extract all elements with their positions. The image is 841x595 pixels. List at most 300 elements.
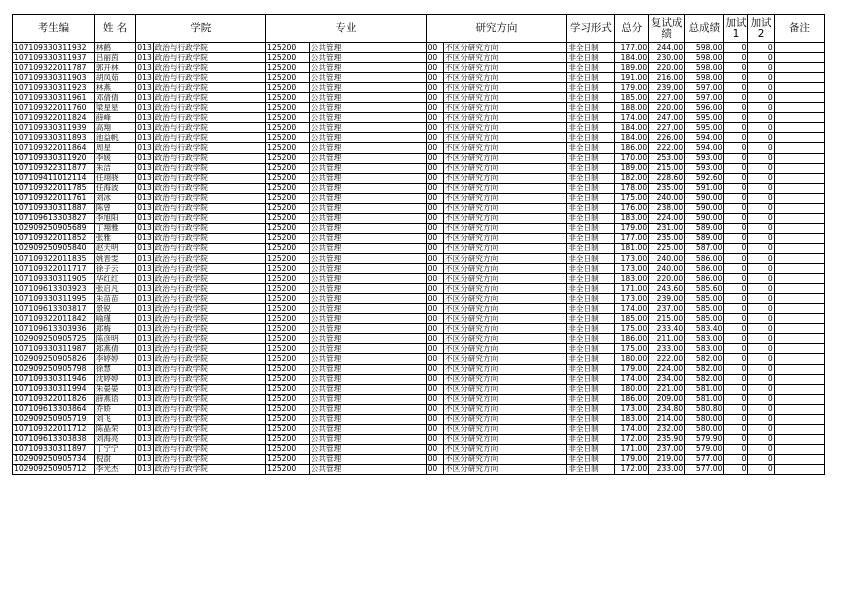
- header-college: 学院: [136, 15, 266, 43]
- cell-name: 薛峰: [94, 113, 135, 123]
- cell-research-name: 不区分研究方向: [444, 213, 567, 223]
- cell-research-code: 00: [426, 434, 443, 444]
- cell-research-name: 不区分研究方向: [444, 243, 567, 253]
- cell-total-score: 189.00: [615, 163, 649, 173]
- cell-bonus1: 0: [724, 193, 748, 203]
- cell-retest-score: 219.00: [649, 454, 685, 464]
- cell-exam-no: 107109330311887: [13, 203, 95, 213]
- cell-name: 任翊骁: [94, 173, 135, 183]
- cell-total-score: 176.00: [615, 203, 649, 213]
- cell-final-score: 593.00: [685, 153, 724, 163]
- cell-research-code: 00: [426, 444, 443, 454]
- cell-research-code: 00: [426, 163, 443, 173]
- cell-major-name: 公共管理: [309, 253, 426, 263]
- cell-college-code: 013: [137, 464, 152, 474]
- cell-final-score: 589.00: [685, 233, 724, 243]
- cell-major-code: 125200: [266, 123, 310, 133]
- cell-remarks: [774, 294, 824, 304]
- cell-college-code: 013: [137, 374, 152, 384]
- cell-bonus1: 0: [724, 113, 748, 123]
- cell-research-code: 00: [426, 193, 443, 203]
- cell-exam-no: 107109330311994: [13, 384, 95, 394]
- cell-major-code: 125200: [266, 93, 310, 103]
- cell-bonus2: 0: [748, 243, 774, 253]
- cell-bonus1: 0: [724, 123, 748, 133]
- table-row: [13, 153, 825, 163]
- cell-major-name: 公共管理: [309, 444, 426, 454]
- cell-research-code: 00: [426, 344, 443, 354]
- cell-name: 郑燕倩: [94, 344, 135, 354]
- cell-name: 赵天明: [94, 243, 135, 253]
- header-row: [13, 15, 825, 43]
- cell-college-code: 013: [137, 82, 152, 92]
- cell-bonus2: 0: [748, 384, 774, 394]
- cell-retest-score: 209.00: [649, 394, 685, 404]
- cell-major-code: 125200: [266, 364, 310, 374]
- table-row: [13, 424, 825, 434]
- cell-final-score: 580.00: [685, 414, 724, 424]
- cell-college-name: 政治与行政学院: [153, 344, 265, 354]
- table-row: [13, 63, 825, 73]
- cell-retest-score: 239.00: [649, 294, 685, 304]
- table-row: [13, 233, 825, 243]
- cell-bonus1: 0: [724, 63, 748, 73]
- cell-remarks: [774, 223, 824, 233]
- cell-final-score: 597.00: [685, 83, 724, 93]
- table-row: [13, 243, 825, 253]
- cell-remarks: [774, 213, 824, 223]
- cell-bonus1: 0: [724, 253, 748, 263]
- cell-final-score: 598.00: [685, 73, 724, 83]
- cell-research-name: 不区分研究方向: [444, 203, 567, 213]
- cell-remarks: [774, 173, 824, 183]
- cell-major-name: 公共管理: [309, 394, 426, 404]
- cell-bonus2: 0: [748, 404, 774, 414]
- cell-college-code: 013: [137, 102, 152, 112]
- cell-retest-score: 220.00: [649, 63, 685, 73]
- header-total-score: 总分: [615, 15, 649, 43]
- cell-total-score: 175.00: [615, 193, 649, 203]
- cell-name: 朱苗苗: [94, 294, 135, 304]
- cell-bonus1: 0: [724, 73, 748, 83]
- cell-research-name: 不区分研究方向: [444, 113, 567, 123]
- cell-final-score: 585.00: [685, 304, 724, 314]
- cell-college-name: 政治与行政学院: [153, 203, 265, 213]
- cell-research-name: 不区分研究方向: [444, 143, 567, 153]
- cell-bonus1: 0: [724, 434, 748, 444]
- cell-study-form: 非全日制: [567, 294, 615, 304]
- cell-major-code: 125200: [266, 304, 310, 314]
- cell-college-code: 013: [137, 283, 152, 293]
- cell-retest-score: 253.00: [649, 153, 685, 163]
- cell-name: 郭开林: [94, 63, 135, 73]
- cell-research-name: 不区分研究方向: [444, 414, 567, 424]
- cell-remarks: [774, 344, 824, 354]
- cell-final-score: 580.00: [685, 424, 724, 434]
- cell-study-form: 非全日制: [567, 63, 615, 73]
- table-row: [13, 223, 825, 233]
- cell-college-code: 013: [137, 223, 152, 233]
- cell-bonus2: 0: [748, 203, 774, 213]
- cell-retest-score: 233.40: [649, 324, 685, 334]
- header-research: 研究方向: [426, 15, 567, 43]
- cell-study-form: 非全日制: [567, 233, 615, 243]
- cell-name: 张雅: [94, 233, 135, 243]
- cell-college-code: 013: [137, 434, 152, 444]
- cell-final-score: 589.00: [685, 223, 724, 233]
- table-row: [13, 464, 825, 474]
- cell-remarks: [774, 464, 824, 474]
- cell-total-score: 172.00: [615, 464, 649, 474]
- cell-college-name: 政治与行政学院: [153, 123, 265, 133]
- cell-name: 任海波: [94, 183, 135, 193]
- cell-remarks: [774, 264, 824, 274]
- cell-study-form: 非全日制: [567, 394, 615, 404]
- cell-study-form: 非全日制: [567, 444, 615, 454]
- cell-total-score: 184.00: [615, 53, 649, 63]
- cell-study-form: 非全日制: [567, 404, 615, 414]
- cell-study-form: 非全日制: [567, 103, 615, 113]
- cell-research-code: 00: [426, 203, 443, 213]
- cell-bonus1: 0: [724, 93, 748, 103]
- cell-final-score: 582.00: [685, 354, 724, 364]
- cell-name: 邓倩倩: [94, 93, 135, 103]
- cell-final-score: 582.00: [685, 374, 724, 384]
- table-row: [13, 213, 825, 223]
- cell-bonus1: 0: [724, 344, 748, 354]
- cell-research-name: 不区分研究方向: [444, 73, 567, 83]
- cell-research-name: 不区分研究方向: [444, 83, 567, 93]
- cell-remarks: [774, 364, 824, 374]
- cell-exam-no: 107109613303838: [13, 434, 95, 444]
- cell-remarks: [774, 404, 824, 414]
- cell-remarks: [774, 133, 824, 143]
- table-row: [13, 404, 825, 414]
- cell-name: 胡凤茹: [94, 73, 135, 83]
- cell-bonus1: 0: [724, 384, 748, 394]
- cell-study-form: 非全日制: [567, 173, 615, 183]
- cell-major-name: 公共管理: [309, 203, 426, 213]
- cell-total-score: 185.00: [615, 314, 649, 324]
- cell-study-form: 非全日制: [567, 274, 615, 284]
- cell-college-code: 013: [137, 364, 152, 374]
- cell-bonus1: 0: [724, 53, 748, 63]
- cell-bonus2: 0: [748, 424, 774, 434]
- cell-major-name: 公共管理: [309, 284, 426, 294]
- cell-major-code: 125200: [266, 213, 310, 223]
- table-row: [13, 354, 825, 364]
- cell-college-code: 013: [137, 52, 152, 62]
- cell-bonus1: 0: [724, 173, 748, 183]
- cell-total-score: 189.00: [615, 63, 649, 73]
- cell-retest-score: 227.00: [649, 123, 685, 133]
- cell-name: 林燕: [94, 83, 135, 93]
- table-row: [13, 133, 825, 143]
- cell-college-name: 政治与行政学院: [153, 153, 265, 163]
- cell-major-name: 公共管理: [309, 173, 426, 183]
- cell-bonus2: 0: [748, 374, 774, 384]
- cell-major-code: 125200: [266, 294, 310, 304]
- cell-remarks: [774, 103, 824, 113]
- cell-final-score: 577.00: [685, 464, 724, 474]
- cell-final-score: 594.00: [685, 143, 724, 153]
- cell-college-code: 013: [137, 313, 152, 323]
- cell-research-code: 00: [426, 133, 443, 143]
- cell-major-code: 125200: [266, 324, 310, 334]
- cell-college-name: 政治与行政学院: [153, 434, 265, 444]
- cell-exam-no: 102909250905719: [13, 414, 95, 424]
- cell-final-score: 595.00: [685, 123, 724, 133]
- cell-name: 陈晶荣: [94, 424, 135, 434]
- cell-research-name: 不区分研究方向: [444, 153, 567, 163]
- cell-college-name: 政治与行政学院: [153, 113, 265, 123]
- cell-total-score: 174.00: [615, 374, 649, 384]
- cell-college-name: 政治与行政学院: [153, 364, 265, 374]
- cell-remarks: [774, 394, 824, 404]
- cell-research-code: 00: [426, 394, 443, 404]
- cell-study-form: 非全日制: [567, 354, 615, 364]
- cell-major-code: 125200: [266, 444, 310, 454]
- cell-college-code: 013: [137, 122, 152, 132]
- cell-total-score: 174.00: [615, 424, 649, 434]
- cell-remarks: [774, 53, 824, 63]
- cell-bonus2: 0: [748, 284, 774, 294]
- cell-name: 刘海亮: [94, 434, 135, 444]
- cell-major-code: 125200: [266, 334, 310, 344]
- cell-bonus2: 0: [748, 354, 774, 364]
- cell-bonus1: 0: [724, 233, 748, 243]
- cell-major-name: 公共管理: [309, 404, 426, 414]
- cell-bonus1: 0: [724, 103, 748, 113]
- cell-college-code: 013: [137, 163, 152, 173]
- cell-major-code: 125200: [266, 153, 310, 163]
- cell-college-name: 政治与行政学院: [153, 243, 265, 253]
- cell-major-name: 公共管理: [309, 153, 426, 163]
- cell-exam-no: 107109322011760: [13, 103, 95, 113]
- cell-retest-score: 231.00: [649, 223, 685, 233]
- cell-retest-score: 240.00: [649, 193, 685, 203]
- cell-college-code: 013: [137, 293, 152, 303]
- cell-major-name: 公共管理: [309, 73, 426, 83]
- cell-total-score: 184.00: [615, 123, 649, 133]
- cell-research-name: 不区分研究方向: [444, 264, 567, 274]
- cell-exam-no: 107109322011717: [13, 264, 95, 274]
- cell-name: 刘飞: [94, 414, 135, 424]
- cell-name: 李旭阳: [94, 213, 135, 223]
- header-bonus1: 加试1: [724, 15, 748, 43]
- cell-major-code: 125200: [266, 404, 310, 414]
- cell-major-code: 125200: [266, 43, 310, 53]
- cell-bonus2: 0: [748, 324, 774, 334]
- cell-study-form: 非全日制: [567, 464, 615, 474]
- cell-exam-no: 107109330311987: [13, 344, 95, 354]
- cell-remarks: [774, 414, 824, 424]
- cell-study-form: 非全日制: [567, 183, 615, 193]
- cell-name: 张启凡: [94, 284, 135, 294]
- cell-college-name: 政治与行政学院: [153, 53, 265, 63]
- cell-research-code: 00: [426, 53, 443, 63]
- cell-college-name: 政治与行政学院: [153, 63, 265, 73]
- cell-study-form: 非全日制: [567, 364, 615, 374]
- cell-total-score: 173.00: [615, 253, 649, 263]
- cell-exam-no: 107109330311932: [13, 43, 95, 53]
- cell-name: 林鹤: [94, 43, 135, 53]
- cell-research-name: 不区分研究方向: [444, 223, 567, 233]
- header-major: 专业: [266, 15, 426, 43]
- cell-major-name: 公共管理: [309, 354, 426, 364]
- cell-final-score: 597.00: [685, 93, 724, 103]
- cell-name: 刘冰: [94, 193, 135, 203]
- cell-retest-score: 235.00: [649, 183, 685, 193]
- cell-research-name: 不区分研究方向: [444, 163, 567, 173]
- cell-college-name: 政治与行政学院: [153, 163, 265, 173]
- cell-research-name: 不区分研究方向: [444, 93, 567, 103]
- cell-retest-score: 237.00: [649, 304, 685, 314]
- cell-major-name: 公共管理: [309, 233, 426, 243]
- cell-college-name: 政治与行政学院: [153, 314, 265, 324]
- cell-bonus1: 0: [724, 163, 748, 173]
- cell-research-code: 00: [426, 83, 443, 93]
- cell-major-name: 公共管理: [309, 454, 426, 464]
- cell-bonus2: 0: [748, 294, 774, 304]
- cell-college-code: 013: [137, 62, 152, 72]
- cell-total-score: 174.00: [615, 113, 649, 123]
- cell-study-form: 非全日制: [567, 213, 615, 223]
- cell-research-code: 00: [426, 284, 443, 294]
- cell-bonus2: 0: [748, 264, 774, 274]
- cell-retest-score: 222.00: [649, 354, 685, 364]
- cell-major-code: 125200: [266, 284, 310, 294]
- cell-remarks: [774, 384, 824, 394]
- cell-exam-no: 107109613303936: [13, 324, 95, 334]
- cell-college-name: 政治与行政学院: [153, 103, 265, 113]
- cell-total-score: 179.00: [615, 364, 649, 374]
- cell-remarks: [774, 143, 824, 153]
- cell-bonus1: 0: [724, 284, 748, 294]
- cell-bonus2: 0: [748, 344, 774, 354]
- cell-college-code: 013: [137, 454, 152, 464]
- cell-remarks: [774, 354, 824, 364]
- cell-final-score: 585.60: [685, 284, 724, 294]
- cell-retest-score: 232.00: [649, 424, 685, 434]
- cell-research-name: 不区分研究方向: [444, 233, 567, 243]
- cell-final-score: 591.00: [685, 183, 724, 193]
- cell-major-name: 公共管理: [309, 53, 426, 63]
- cell-study-form: 非全日制: [567, 83, 615, 93]
- cell-bonus1: 0: [724, 153, 748, 163]
- cell-bonus2: 0: [748, 314, 774, 324]
- cell-bonus2: 0: [748, 193, 774, 203]
- cell-total-score: 174.00: [615, 304, 649, 314]
- cell-remarks: [774, 153, 824, 163]
- cell-bonus2: 0: [748, 304, 774, 314]
- cell-college-name: 政治与行政学院: [153, 384, 265, 394]
- cell-remarks: [774, 73, 824, 83]
- cell-retest-score: 224.00: [649, 364, 685, 374]
- cell-name: 郑梅: [94, 324, 135, 334]
- cell-name: 沈婷婷: [94, 374, 135, 384]
- cell-research-code: 00: [426, 213, 443, 223]
- cell-major-code: 125200: [266, 434, 310, 444]
- cell-remarks: [774, 374, 824, 384]
- cell-name: 朱晏晏: [94, 384, 135, 394]
- cell-study-form: 非全日制: [567, 223, 615, 233]
- cell-research-code: 00: [426, 424, 443, 434]
- cell-research-code: 00: [426, 233, 443, 243]
- cell-name: 李婷婷: [94, 354, 135, 364]
- cell-bonus1: 0: [724, 444, 748, 454]
- cell-study-form: 非全日制: [567, 434, 615, 444]
- cell-final-score: 577.00: [685, 454, 724, 464]
- cell-college-code: 013: [137, 233, 152, 243]
- cell-remarks: [774, 284, 824, 294]
- cell-study-form: 非全日制: [567, 53, 615, 63]
- admission-score-table: [12, 14, 825, 475]
- table-row: [13, 143, 825, 153]
- cell-research-code: 00: [426, 304, 443, 314]
- cell-research-name: 不区分研究方向: [444, 304, 567, 314]
- cell-research-code: 00: [426, 223, 443, 233]
- cell-retest-score: 225.00: [649, 243, 685, 253]
- cell-total-score: 173.00: [615, 294, 649, 304]
- table-row: [13, 454, 825, 464]
- cell-name: 周星: [94, 143, 135, 153]
- cell-exam-no: 102909250905725: [13, 334, 95, 344]
- cell-college-code: 013: [137, 343, 152, 353]
- cell-remarks: [774, 93, 824, 103]
- table-row: [13, 83, 825, 93]
- cell-bonus2: 0: [748, 153, 774, 163]
- cell-major-code: 125200: [266, 223, 310, 233]
- cell-college-name: 政治与行政学院: [153, 274, 265, 284]
- cell-remarks: [774, 434, 824, 444]
- cell-remarks: [774, 183, 824, 193]
- cell-exam-no: 107109330311995: [13, 294, 95, 304]
- cell-name: 华红红: [94, 274, 135, 284]
- header-bonus2: 加试2: [748, 15, 774, 43]
- cell-bonus2: 0: [748, 223, 774, 233]
- cell-study-form: 非全日制: [567, 243, 615, 253]
- cell-study-form: 非全日制: [567, 424, 615, 434]
- cell-name: 朱洁: [94, 163, 135, 173]
- cell-remarks: [774, 43, 824, 53]
- cell-major-name: 公共管理: [309, 213, 426, 223]
- cell-retest-score: 221.00: [649, 384, 685, 394]
- cell-remarks: [774, 163, 824, 173]
- cell-retest-score: 233.00: [649, 464, 685, 474]
- table-row: [13, 304, 825, 314]
- cell-exam-no: 107109330311905: [13, 274, 95, 284]
- cell-remarks: [774, 324, 824, 334]
- cell-major-name: 公共管理: [309, 384, 426, 394]
- cell-total-score: 170.00: [615, 153, 649, 163]
- cell-exam-no: 107109330311893: [13, 133, 95, 143]
- cell-exam-no: 107109613303817: [13, 304, 95, 314]
- cell-name: 喻瑾: [94, 314, 135, 324]
- cell-bonus2: 0: [748, 173, 774, 183]
- cell-final-score: 586.00: [685, 274, 724, 284]
- cell-final-score: 587.00: [685, 243, 724, 253]
- cell-research-code: 00: [426, 73, 443, 83]
- cell-research-code: 00: [426, 103, 443, 113]
- cell-retest-score: 235.90: [649, 434, 685, 444]
- cell-research-name: 不区分研究方向: [444, 394, 567, 404]
- cell-exam-no: 107109330311961: [13, 93, 95, 103]
- cell-name: 徐慧: [94, 364, 135, 374]
- cell-remarks: [774, 113, 824, 123]
- cell-major-name: 公共管理: [309, 314, 426, 324]
- cell-exam-no: 107109322011826: [13, 394, 95, 404]
